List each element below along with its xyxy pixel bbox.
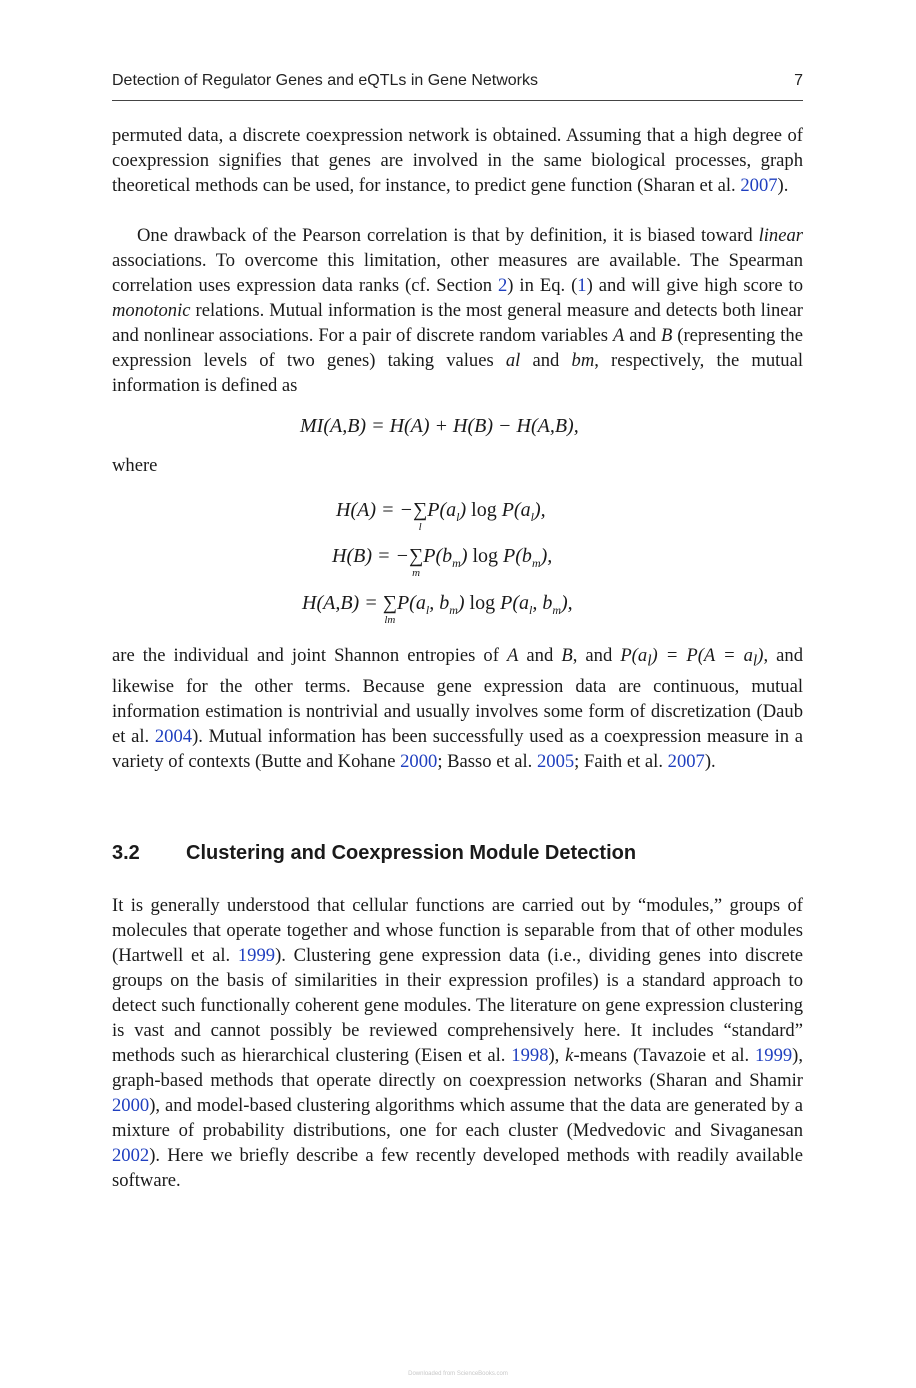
equation-link[interactable]: 1 [577, 275, 587, 296]
inline-math: $P(a_l) = P(A = a_l)$ [620, 645, 764, 670]
section-link[interactable]: 2 [498, 275, 508, 296]
paragraph-1: permuted data, a discrete coexpression network is obtained. Assuming that a high degree of coexpression signifies that genes are involved in the same biological processes, graph theoretical methods can be used, for instance, to predict gene function (Sharan et al. 2007). [112, 125, 803, 196]
citation-link[interactable]: 2000 [112, 1095, 150, 1116]
running-header [112, 70, 803, 101]
paragraph-2: One drawback of the Pearson correlation is that by definition, it is biased toward linear associations. To overcome this limitation, other measures are available. The Spearman correlation uses expression data ranks (cf. Section 2) in Eq. (1) and will give high score to monotonic relations. Mutual information is the most general measure and detects both linear and nonlinear associations. For a pair of discrete random variables A and B (representing the expression levels of two genes) taking values al and bm, respectively, the mutual information is defined as [112, 225, 803, 396]
sum-symbol: ∑ lm [382, 592, 397, 626]
citation-link[interactable]: 2007 [740, 175, 778, 196]
paragraph-4: It is generally understood that cellular functions are carried out by “modules,” groups of molecules that operate together and whose function is separable from that of other modules (Hartwell et al. 1999). Clustering gene expression data (i.e., dividing genes into discrete groups on the basis of similarities in their expression profiles) is a standard approach to detect such functionally coherent gene modules. The literature on gene expression clustering is vast and cannot possibly be reviewed comprehensively here. It includes “standard” methods such as hierarchical clustering (Eisen et al. 1998), k-means (Tavazoie et al. 1999), graph-based methods that operate directly on coexpression networks (Sharan and Shamir 2000), and model-based clustering algorithms which assume that the data are generated by a mixture of probability distributions, one for each cluster (Medvedovic and Sivaganesan 2002). Here we briefly describe a few recently developed methods with readily available software. [112, 895, 803, 1191]
citation-link[interactable]: 1999 [754, 1045, 793, 1066]
citation-link[interactable]: 1999 [237, 945, 276, 966]
equation-entropy-b: H(B) = −∑ m $P(b_m)$ $\log P(b_m)$, [332, 545, 553, 579]
page-number: 7 [794, 72, 803, 89]
where-text: where [112, 455, 158, 476]
citation-link[interactable]: 2002 [112, 1145, 150, 1166]
section-number: 3.2 [112, 842, 140, 864]
citation-link[interactable]: 1998 [511, 1045, 549, 1066]
citation-link[interactable]: 2007 [667, 750, 705, 772]
section-title: Clustering and Coexpression Module Detection [186, 842, 637, 864]
citation-link[interactable]: 2000 [400, 750, 438, 772]
running-title: Detection of Regulator Genes and eQTLs in Gene Networks [112, 72, 538, 89]
sum-symbol: ∑ m [408, 545, 424, 579]
section-heading [112, 842, 636, 865]
paragraph-3: are the individual and joint Shannon entropies of A and B, and $P(a_l) = P(A = a_l)$, and likewise for the other terms. Because gene expression data are continuous, mutual information estimation is nontrivial and usually involves some form of discretization (Daub et al. 2004). Mutual information has been successfully used as a coexpression measure in a variety of contexts (Butte and Kohane 2000; Basso et al. 2005; Faith et al. 2007). [112, 645, 803, 772]
citation-link[interactable]: 2005 [536, 750, 575, 772]
equation-joint-entropy: H(A,B) = ∑ lm $P(a_l$, $b_m$) $\log P(a_l$, $b_m$), [302, 592, 573, 626]
sum-symbol: ∑ l [412, 499, 428, 533]
download-watermark: Downloaded from ScienceBooks.com [408, 1371, 508, 1377]
equation-entropy-a: H(A) = −∑ l $P(a_l)$ $\log P(a_l)$, [336, 499, 546, 533]
citation-link[interactable]: 2004 [154, 725, 193, 747]
equation-mutual-information: MI(A,B) = H(A) + H(B) − H(A,B), [300, 415, 579, 437]
